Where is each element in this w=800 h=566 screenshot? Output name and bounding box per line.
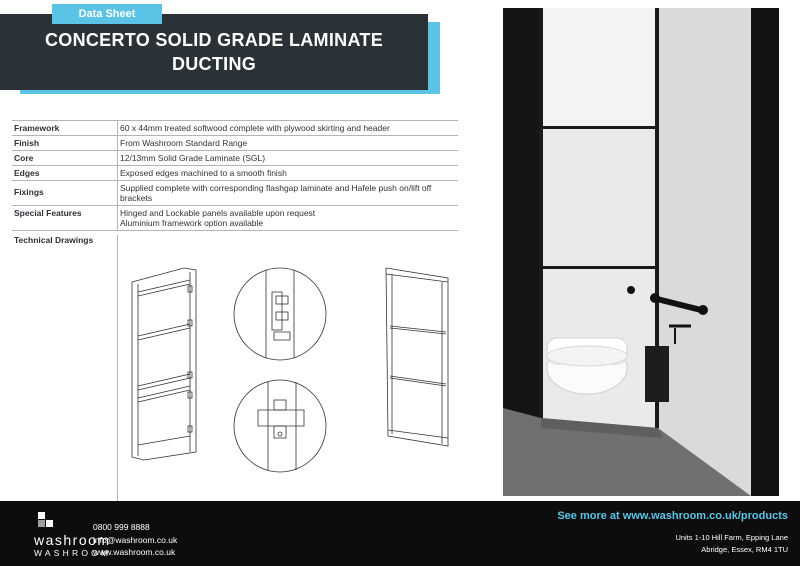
spec-label: Core: [14, 153, 34, 163]
technical-drawings-label: Technical Drawings: [14, 235, 94, 245]
data-sheet-tag: Data Sheet: [52, 4, 162, 24]
web-link[interactable]: www.washroom.co.uk: [93, 547, 176, 557]
address-line1: Units 1-10 Hill Farm, Epping Lane: [675, 533, 788, 542]
bracket-detail-drawing-top: [234, 268, 326, 360]
spec-row-finish: [12, 136, 458, 151]
spec-row-special-features: [12, 206, 458, 231]
contact-details: [93, 521, 177, 559]
address: [675, 532, 788, 555]
spec-value: [117, 206, 458, 230]
spec-row-core: [12, 151, 458, 166]
spec-value-line2: Aluminium framework option available: [120, 218, 264, 228]
spec-value: 12/13mm Solid Grade Laminate (SGL): [117, 151, 458, 165]
ducting-panel-drawing: [386, 268, 448, 446]
spec-label: Special Features: [14, 208, 82, 218]
spec-value-line1: Hinged and Lockable panels available upon request: [120, 208, 316, 218]
brand-name: washroom: [34, 532, 111, 548]
spec-value: Exposed edges machined to a smooth finish: [117, 166, 458, 180]
page-title-line2: DUCTING: [171, 54, 257, 74]
spec-row-framework: [12, 120, 458, 136]
product-photo: [503, 8, 779, 496]
spec-value: 60 x 44mm treated softwood complete with plywood skirting and header: [117, 121, 458, 135]
brand-sub: WASHROOM: [34, 548, 112, 558]
email-link[interactable]: info@washroom.co.uk: [93, 534, 178, 545]
framework-elevation-drawing: [132, 268, 196, 460]
spec-value: From Washroom Standard Range: [117, 136, 458, 150]
spec-label: Finish: [14, 138, 40, 148]
page-title-line1: CONCERTO SOLID GRADE LAMINATE: [44, 30, 384, 50]
spec-row-edges: [12, 166, 458, 181]
bracket-detail-drawing-bottom: [234, 380, 326, 472]
spec-label: Fixings: [14, 187, 44, 197]
spec-table: [12, 120, 458, 247]
spec-label: Edges: [14, 168, 40, 178]
see-more-link[interactable]: See more at www.washroom.co.uk/products: [557, 510, 788, 522]
phone-text: 0800 999 8888: [93, 522, 150, 532]
washroom-logo-icon: [34, 512, 58, 532]
spec-row-fixings: [12, 181, 458, 206]
spec-value: Supplied complete with corresponding flashgap laminate and Hafele push on/lift off brackets: [117, 181, 458, 205]
spec-label: Framework: [14, 123, 60, 133]
title-banner: [0, 14, 428, 90]
address-line2: Abridge, Essex, RM4 1TU: [701, 544, 788, 554]
technical-drawings: [118, 240, 498, 500]
